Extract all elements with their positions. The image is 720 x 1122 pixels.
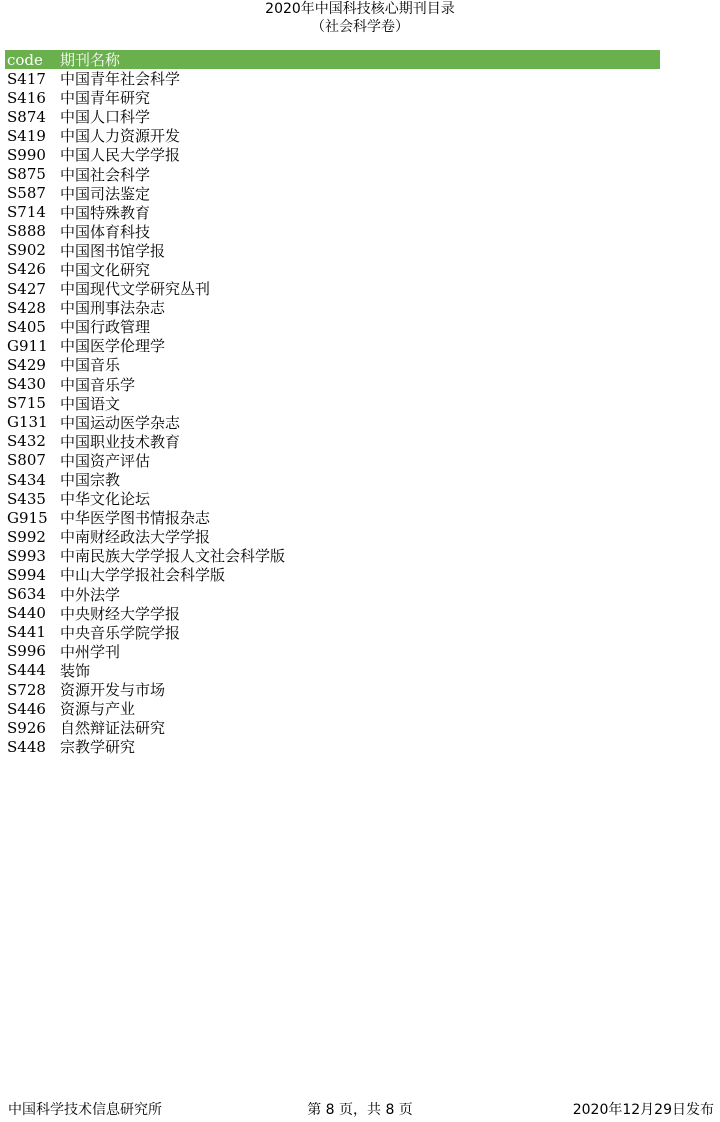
journal-name: 中国资产评估 (60, 451, 151, 470)
journal-code: S996 (7, 642, 46, 661)
table-row (5, 375, 660, 394)
journal-code: S728 (7, 680, 46, 699)
journal-name: 中国现代文学研究丛刊 (60, 280, 211, 299)
table-row (5, 680, 660, 699)
table-header-row (5, 50, 660, 69)
journal-name: 中国体育科技 (60, 222, 151, 241)
journal-code: S426 (7, 260, 46, 279)
table-row (5, 623, 660, 642)
journal-name: 中央财经大学学报 (60, 604, 181, 623)
table-row (5, 432, 660, 451)
table-row (5, 336, 660, 355)
journal-name: 资源开发与市场 (60, 681, 166, 700)
journal-code: S429 (7, 355, 46, 374)
table-row (5, 585, 660, 604)
header-code: code (7, 50, 43, 69)
page-footer (0, 1100, 720, 1120)
journal-name: 中山大学学报社会科学版 (60, 566, 226, 585)
table-row (5, 489, 660, 508)
journal-name: 中国语文 (60, 394, 121, 413)
journal-name: 资源与产业 (60, 700, 136, 719)
journal-name: 自然辩证法研究 (60, 719, 166, 738)
journal-code: S444 (7, 661, 46, 680)
journal-name: 中国司法鉴定 (60, 184, 151, 203)
journal-name: 中央音乐学院学报 (60, 623, 181, 642)
footer-date: 2020年12月29日发布 (572, 1102, 714, 1118)
journal-code: S715 (7, 394, 46, 413)
document-title: 2020年中国科技核心期刊目录 (265, 1, 455, 17)
table-row (5, 203, 660, 222)
journal-name: 中州学刊 (60, 642, 121, 661)
journal-code: S874 (7, 107, 46, 126)
journal-code: S419 (7, 126, 46, 145)
journal-name: 中国行政管理 (60, 318, 151, 337)
journal-name: 装饰 (60, 661, 91, 680)
table-row (5, 718, 660, 737)
journal-name: 中南财经政法大学学报 (60, 528, 211, 547)
journal-name: 中国音乐学 (60, 375, 136, 394)
table-row (5, 88, 660, 107)
journal-name: 中国人力资源开发 (60, 127, 181, 146)
journal-name: 中国青年社会科学 (60, 70, 181, 89)
table-body (5, 69, 660, 756)
journal-code: S902 (7, 241, 46, 260)
journal-name: 中国职业技术教育 (60, 432, 181, 451)
journal-name: 中国人民大学学报 (60, 146, 181, 165)
journal-code: S634 (7, 585, 46, 604)
journal-code: S405 (7, 317, 46, 336)
journal-code: S992 (7, 527, 46, 546)
table-row (5, 298, 660, 317)
table-row (5, 546, 660, 565)
journal-code: S441 (7, 623, 46, 642)
table-row (5, 699, 660, 718)
table-row (5, 355, 660, 374)
journal-code: S446 (7, 699, 46, 718)
table-row (5, 604, 660, 623)
document-subtitle: （社会科学卷） (311, 19, 409, 35)
journal-name: 中外法学 (60, 585, 121, 604)
journal-code: S888 (7, 222, 46, 241)
journal-code: S875 (7, 165, 46, 184)
table-row (5, 184, 660, 203)
journal-code: S926 (7, 718, 46, 737)
journal-name: 中国音乐 (60, 356, 121, 375)
journal-code: S435 (7, 489, 46, 508)
journal-name: 中南民族大学学报人文社会科学版 (60, 547, 286, 566)
table-row (5, 451, 660, 470)
table-row (5, 470, 660, 489)
journal-code: S427 (7, 279, 46, 298)
journal-code: S994 (7, 565, 46, 584)
table-row (5, 260, 660, 279)
table-row (5, 661, 660, 680)
journal-name: 中国特殊教育 (60, 203, 151, 222)
table-row (5, 126, 660, 145)
table-row (5, 241, 660, 260)
table-row (5, 164, 660, 183)
journal-name: 中国图书馆学报 (60, 241, 166, 260)
journal-code: S807 (7, 451, 46, 470)
journal-code: S434 (7, 470, 46, 489)
journal-code: S448 (7, 737, 46, 756)
table-row (5, 69, 660, 88)
journal-code: S587 (7, 184, 46, 203)
journal-code: G915 (7, 508, 48, 527)
table-row (5, 107, 660, 126)
journal-table (5, 50, 660, 756)
header-journal-name: 期刊名称 (60, 51, 121, 69)
table-row (5, 317, 660, 336)
journal-code: S416 (7, 88, 46, 107)
journal-code: G911 (7, 336, 48, 355)
journal-code: S432 (7, 432, 46, 451)
table-row (5, 413, 660, 432)
table-row (5, 737, 660, 756)
journal-name: 中国人口科学 (60, 108, 151, 127)
journal-name: 中国青年研究 (60, 89, 151, 108)
table-row (5, 145, 660, 164)
journal-code: S440 (7, 604, 46, 623)
journal-code: S428 (7, 298, 46, 317)
journal-name: 中国运动医学杂志 (60, 413, 181, 432)
journal-name: 中华医学图书情报杂志 (60, 509, 211, 528)
journal-name: 中国刑事法杂志 (60, 299, 166, 318)
footer-publisher: 中国科学技术信息研究所 (8, 1102, 162, 1118)
footer-page-number: 第 8 页，共 8 页 (307, 1102, 413, 1118)
table-row (5, 527, 660, 546)
table-row (5, 642, 660, 661)
journal-name: 中华文化论坛 (60, 490, 151, 509)
journal-code: S417 (7, 69, 46, 88)
table-row (5, 565, 660, 584)
journal-name: 宗教学研究 (60, 738, 136, 757)
table-row (5, 394, 660, 413)
journal-name: 中国医学伦理学 (60, 337, 166, 356)
journal-name: 中国社会科学 (60, 165, 151, 184)
table-row (5, 508, 660, 527)
journal-code: S993 (7, 546, 46, 565)
journal-code: S714 (7, 203, 46, 222)
journal-code: S430 (7, 375, 46, 394)
journal-code: S990 (7, 145, 46, 164)
table-row (5, 222, 660, 241)
table-row (5, 279, 660, 298)
journal-code: G131 (7, 413, 48, 432)
journal-name: 中国宗教 (60, 471, 121, 490)
journal-name: 中国文化研究 (60, 260, 151, 279)
